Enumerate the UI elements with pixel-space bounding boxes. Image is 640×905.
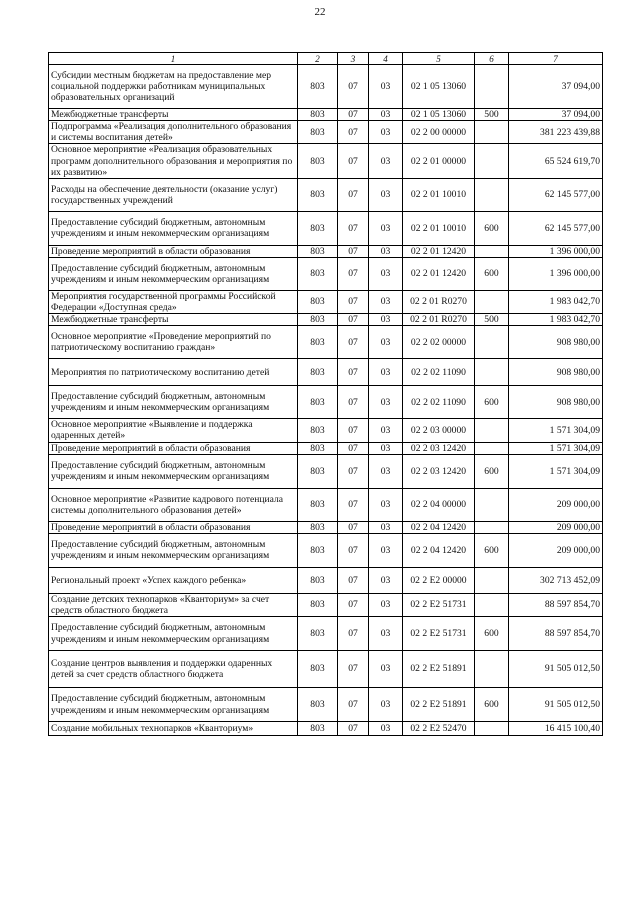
- row-expense-type-cell: [475, 359, 509, 386]
- row-expense-type-cell: [475, 651, 509, 688]
- row-chapter-cell: 803: [298, 521, 338, 533]
- row-subsection-cell: 03: [369, 488, 403, 521]
- row-name-cell: Создание детских технопарков «Кванториум» за счет средств областного бюджета: [49, 593, 298, 616]
- row-amount-cell: 88 597 854,70: [509, 593, 603, 616]
- row-expense-type-cell: [475, 178, 509, 211]
- row-amount-cell: 1 983 042,70: [509, 290, 603, 313]
- row-subsection-cell: 03: [369, 178, 403, 211]
- row-expense-type-cell: [475, 121, 509, 144]
- row-section-cell: 07: [338, 65, 369, 109]
- table-row: [49, 326, 603, 359]
- row-amount-cell: 1 983 042,70: [509, 314, 603, 326]
- row-amount-cell: 88 597 854,70: [509, 617, 603, 651]
- table-row: [49, 533, 603, 567]
- table-row: [49, 722, 603, 736]
- table-header-row: [49, 53, 603, 65]
- row-subsection-cell: 03: [369, 326, 403, 359]
- row-amount-cell: 37 094,00: [509, 109, 603, 121]
- row-expense-type-cell: 600: [475, 533, 509, 567]
- row-name-cell: Предоставление субсидий бюджетным, автономным учреждениям и иным некоммерческим организациям: [49, 454, 298, 488]
- row-target-article-cell: 02 2 01 12420: [403, 257, 475, 290]
- row-subsection-cell: 03: [369, 109, 403, 121]
- row-amount-cell: 381 223 439,88: [509, 121, 603, 144]
- row-section-cell: 07: [338, 121, 369, 144]
- table-row: [49, 245, 603, 257]
- row-target-article-cell: 02 2 02 00000: [403, 326, 475, 359]
- row-section-cell: 07: [338, 290, 369, 313]
- page-number: 22: [314, 6, 326, 18]
- row-amount-cell: 1 396 000,00: [509, 245, 603, 257]
- row-chapter-cell: 803: [298, 290, 338, 313]
- row-amount-cell: 91 505 012,50: [509, 651, 603, 688]
- row-expense-type-cell: 600: [475, 257, 509, 290]
- row-name-cell: Межбюджетные трансферты: [49, 314, 298, 326]
- row-target-article-cell: 02 2 03 12420: [403, 442, 475, 454]
- row-chapter-cell: 803: [298, 651, 338, 688]
- row-name-cell: Мероприятия государственной программы Российской Федерации «Доступная среда»: [49, 290, 298, 313]
- row-chapter-cell: 803: [298, 211, 338, 245]
- table-row: [49, 121, 603, 144]
- row-target-article-cell: 02 2 04 00000: [403, 488, 475, 521]
- row-name-cell: Проведение мероприятий в области образования: [49, 245, 298, 257]
- row-subsection-cell: 03: [369, 359, 403, 386]
- row-target-article-cell: 02 1 05 13060: [403, 109, 475, 121]
- row-section-cell: 07: [338, 109, 369, 121]
- row-subsection-cell: 03: [369, 617, 403, 651]
- row-name-cell: Субсидии местным бюджетам на предоставление мер социальной поддержки работникам муниципальных образовательных организаций: [49, 65, 298, 109]
- table-row: [49, 688, 603, 722]
- row-target-article-cell: 02 2 04 12420: [403, 533, 475, 567]
- row-subsection-cell: 03: [369, 521, 403, 533]
- row-subsection-cell: 03: [369, 419, 403, 442]
- row-section-cell: 07: [338, 144, 369, 178]
- row-expense-type-cell: [475, 722, 509, 736]
- row-name-cell: Основное мероприятие «Проведение мероприятий по патриотическому воспитанию граждан»: [49, 326, 298, 359]
- table-row: [49, 442, 603, 454]
- row-expense-type-cell: 600: [475, 688, 509, 722]
- row-amount-cell: 1 571 304,09: [509, 454, 603, 488]
- row-section-cell: 07: [338, 593, 369, 616]
- row-section-cell: 07: [338, 211, 369, 245]
- row-chapter-cell: 803: [298, 567, 338, 593]
- row-subsection-cell: 03: [369, 211, 403, 245]
- row-chapter-cell: 803: [298, 245, 338, 257]
- row-section-cell: 07: [338, 617, 369, 651]
- row-expense-type-cell: 600: [475, 454, 509, 488]
- row-name-cell: Предоставление субсидий бюджетным, автономным учреждениям и иным некоммерческим организациям: [49, 386, 298, 419]
- row-subsection-cell: 03: [369, 567, 403, 593]
- row-chapter-cell: 803: [298, 65, 338, 109]
- row-section-cell: 07: [338, 257, 369, 290]
- table-row: [49, 65, 603, 109]
- row-expense-type-cell: [475, 65, 509, 109]
- row-section-cell: 07: [338, 419, 369, 442]
- table-row: [49, 386, 603, 419]
- row-target-article-cell: 02 2 02 11090: [403, 359, 475, 386]
- row-name-cell: Предоставление субсидий бюджетным, автономным учреждениям и иным некоммерческим организациям: [49, 617, 298, 651]
- row-amount-cell: 302 713 452,09: [509, 567, 603, 593]
- row-expense-type-cell: [475, 488, 509, 521]
- row-section-cell: 07: [338, 326, 369, 359]
- row-section-cell: 07: [338, 178, 369, 211]
- table-row: [49, 617, 603, 651]
- row-name-cell: Проведение мероприятий в области образования: [49, 521, 298, 533]
- row-name-cell: Основное мероприятие «Реализация образовательных программ дополнительного образования и мероприятия по их развитию»: [49, 144, 298, 178]
- row-expense-type-cell: [475, 419, 509, 442]
- row-name-cell: Расходы на обеспечение деятельности (оказание услуг) государственных учреждений: [49, 178, 298, 211]
- row-chapter-cell: 803: [298, 722, 338, 736]
- table-row: [49, 521, 603, 533]
- row-expense-type-cell: [475, 290, 509, 313]
- row-subsection-cell: 03: [369, 533, 403, 567]
- row-chapter-cell: 803: [298, 257, 338, 290]
- row-target-article-cell: 02 2 03 00000: [403, 419, 475, 442]
- row-section-cell: 07: [338, 533, 369, 567]
- row-target-article-cell: 02 2 01 R0270: [403, 290, 475, 313]
- row-section-cell: 07: [338, 442, 369, 454]
- row-target-article-cell: 02 2 E2 51891: [403, 688, 475, 722]
- row-expense-type-cell: 600: [475, 617, 509, 651]
- budget-table: [48, 52, 603, 736]
- row-target-article-cell: 02 2 E2 51891: [403, 651, 475, 688]
- row-chapter-cell: 803: [298, 454, 338, 488]
- row-target-article-cell: 02 2 01 10010: [403, 211, 475, 245]
- table-row: [49, 488, 603, 521]
- row-subsection-cell: 03: [369, 442, 403, 454]
- table-row: [49, 359, 603, 386]
- row-chapter-cell: 803: [298, 359, 338, 386]
- row-name-cell: Межбюджетные трансферты: [49, 109, 298, 121]
- row-expense-type-cell: 600: [475, 386, 509, 419]
- row-target-article-cell: 02 2 E2 00000: [403, 567, 475, 593]
- row-target-article-cell: 02 2 03 12420: [403, 454, 475, 488]
- table-row: [49, 257, 603, 290]
- row-target-article-cell: 02 2 00 00000: [403, 121, 475, 144]
- row-section-cell: 07: [338, 567, 369, 593]
- row-subsection-cell: 03: [369, 290, 403, 313]
- row-subsection-cell: 03: [369, 386, 403, 419]
- row-target-article-cell: 02 2 01 00000: [403, 144, 475, 178]
- row-amount-cell: 62 145 577,00: [509, 211, 603, 245]
- table-row: [49, 178, 603, 211]
- row-target-article-cell: 02 2 01 R0270: [403, 314, 475, 326]
- row-chapter-cell: 803: [298, 593, 338, 616]
- row-section-cell: 07: [338, 359, 369, 386]
- row-amount-cell: 908 980,00: [509, 386, 603, 419]
- row-expense-type-cell: [475, 442, 509, 454]
- row-section-cell: 07: [338, 651, 369, 688]
- row-expense-type-cell: [475, 567, 509, 593]
- row-chapter-cell: 803: [298, 178, 338, 211]
- row-chapter-cell: 803: [298, 121, 338, 144]
- row-section-cell: 07: [338, 245, 369, 257]
- row-chapter-cell: 803: [298, 314, 338, 326]
- row-name-cell: Создание мобильных технопарков «Кванториум»: [49, 722, 298, 736]
- row-subsection-cell: 03: [369, 651, 403, 688]
- row-name-cell: Предоставление субсидий бюджетным, автономным учреждениям и иным некоммерческим организациям: [49, 688, 298, 722]
- row-section-cell: 07: [338, 722, 369, 736]
- row-name-cell: Проведение мероприятий в области образования: [49, 442, 298, 454]
- row-name-cell: Основное мероприятие «Выявление и поддержка одаренных детей»: [49, 419, 298, 442]
- row-amount-cell: 65 524 619,70: [509, 144, 603, 178]
- row-amount-cell: 908 980,00: [509, 359, 603, 386]
- table-row: [49, 454, 603, 488]
- row-target-article-cell: 02 2 E2 51731: [403, 617, 475, 651]
- row-expense-type-cell: 500: [475, 109, 509, 121]
- row-section-cell: 07: [338, 454, 369, 488]
- row-target-article-cell: 02 2 02 11090: [403, 386, 475, 419]
- row-target-article-cell: 02 2 04 12420: [403, 521, 475, 533]
- row-chapter-cell: 803: [298, 386, 338, 419]
- row-target-article-cell: 02 2 01 10010: [403, 178, 475, 211]
- row-amount-cell: 37 094,00: [509, 65, 603, 109]
- row-amount-cell: 62 145 577,00: [509, 178, 603, 211]
- header-col-3: 3: [338, 53, 369, 65]
- table-row: [49, 290, 603, 313]
- row-target-article-cell: 02 1 05 13060: [403, 65, 475, 109]
- row-subsection-cell: 03: [369, 65, 403, 109]
- header-col-2: 2: [298, 53, 338, 65]
- row-expense-type-cell: 500: [475, 314, 509, 326]
- row-chapter-cell: 803: [298, 688, 338, 722]
- header-col-7: 7: [509, 53, 603, 65]
- row-amount-cell: 209 000,00: [509, 521, 603, 533]
- row-amount-cell: 908 980,00: [509, 326, 603, 359]
- header-col-4: 4: [369, 53, 403, 65]
- header-col-1: 1: [49, 53, 298, 65]
- row-subsection-cell: 03: [369, 314, 403, 326]
- row-name-cell: Предоставление субсидий бюджетным, автономным учреждениям и иным некоммерческим организациям: [49, 533, 298, 567]
- row-chapter-cell: 803: [298, 326, 338, 359]
- row-expense-type-cell: [475, 144, 509, 178]
- row-section-cell: 07: [338, 488, 369, 521]
- row-chapter-cell: 803: [298, 488, 338, 521]
- table-row: [49, 144, 603, 178]
- row-section-cell: 07: [338, 386, 369, 419]
- row-subsection-cell: 03: [369, 144, 403, 178]
- row-section-cell: 07: [338, 688, 369, 722]
- row-chapter-cell: 803: [298, 144, 338, 178]
- row-subsection-cell: 03: [369, 454, 403, 488]
- table-row: [49, 593, 603, 616]
- row-section-cell: 07: [338, 314, 369, 326]
- table-row: [49, 211, 603, 245]
- row-amount-cell: 209 000,00: [509, 488, 603, 521]
- row-target-article-cell: 02 2 01 12420: [403, 245, 475, 257]
- row-amount-cell: 91 505 012,50: [509, 688, 603, 722]
- row-expense-type-cell: [475, 245, 509, 257]
- table-row: [49, 419, 603, 442]
- row-amount-cell: 1 571 304,09: [509, 419, 603, 442]
- row-chapter-cell: 803: [298, 109, 338, 121]
- row-subsection-cell: 03: [369, 121, 403, 144]
- row-section-cell: 07: [338, 521, 369, 533]
- row-subsection-cell: 03: [369, 245, 403, 257]
- row-amount-cell: 1 571 304,09: [509, 442, 603, 454]
- row-subsection-cell: 03: [369, 722, 403, 736]
- row-subsection-cell: 03: [369, 688, 403, 722]
- row-subsection-cell: 03: [369, 593, 403, 616]
- row-amount-cell: 16 415 100,40: [509, 722, 603, 736]
- row-expense-type-cell: 600: [475, 211, 509, 245]
- header-col-5: 5: [403, 53, 475, 65]
- row-name-cell: Предоставление субсидий бюджетным, автономным учреждениям и иным некоммерческим организациям: [49, 211, 298, 245]
- table-row: [49, 651, 603, 688]
- row-expense-type-cell: [475, 521, 509, 533]
- row-name-cell: Мероприятия по патриотическому воспитанию детей: [49, 359, 298, 386]
- row-chapter-cell: 803: [298, 442, 338, 454]
- row-name-cell: Подпрограмма «Реализация дополнительного образования и системы воспитания детей»: [49, 121, 298, 144]
- row-chapter-cell: 803: [298, 617, 338, 651]
- row-name-cell: Создание центров выявления и поддержки одаренных детей за счет средств областного бюджета: [49, 651, 298, 688]
- row-chapter-cell: 803: [298, 419, 338, 442]
- table-row: [49, 314, 603, 326]
- row-expense-type-cell: [475, 593, 509, 616]
- row-name-cell: Основное мероприятие «Развитие кадрового потенциала системы дополнительного образования детей»: [49, 488, 298, 521]
- row-amount-cell: 209 000,00: [509, 533, 603, 567]
- row-subsection-cell: 03: [369, 257, 403, 290]
- row-chapter-cell: 803: [298, 533, 338, 567]
- row-target-article-cell: 02 2 E2 52470: [403, 722, 475, 736]
- row-name-cell: Предоставление субсидий бюджетным, автономным учреждениям и иным некоммерческим организациям: [49, 257, 298, 290]
- row-target-article-cell: 02 2 E2 51731: [403, 593, 475, 616]
- header-col-6: 6: [475, 53, 509, 65]
- table-row: [49, 109, 603, 121]
- row-expense-type-cell: [475, 326, 509, 359]
- row-name-cell: Региональный проект «Успех каждого ребенка»: [49, 567, 298, 593]
- table-row: [49, 567, 603, 593]
- row-amount-cell: 1 396 000,00: [509, 257, 603, 290]
